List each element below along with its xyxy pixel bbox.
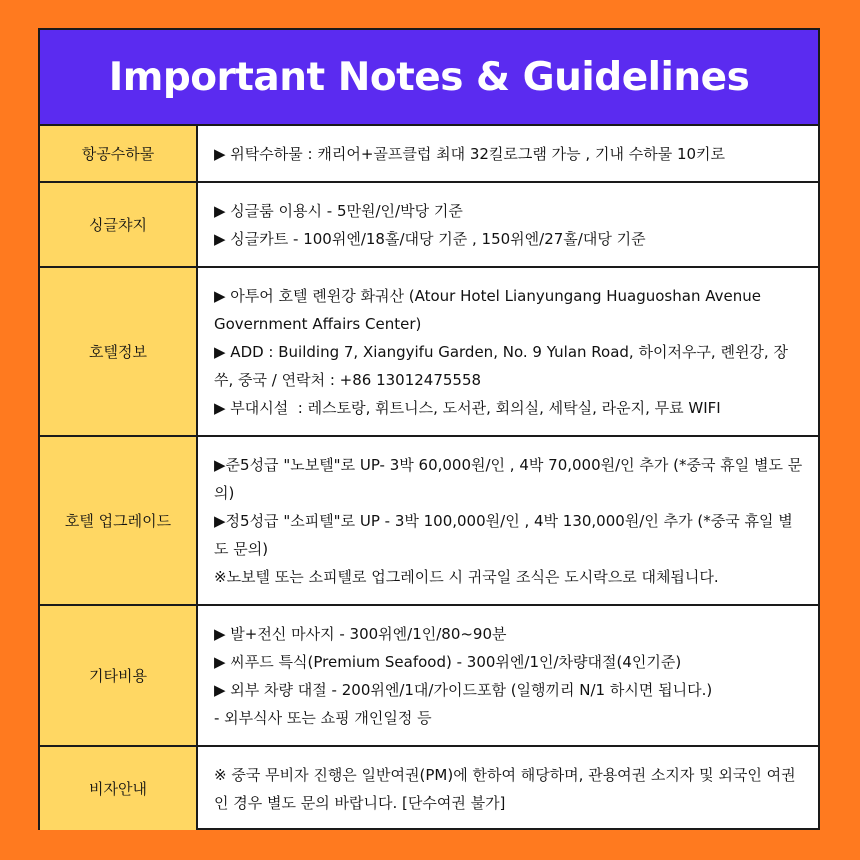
notes-table [40, 126, 818, 830]
row-content [197, 126, 818, 182]
content-line: ▶ 아투어 호텔 롄윈강 화궈산 (Atour Hotel Lianyungang Huaguoshan Avenue Government Affairs Center) [214, 286, 766, 333]
content-line: ※ 중국 무비자 진행은 일반여권(PM)에 한하여 해당하며, 관용여권 소지자 및 외국인 여권인 경우 별도 문의 바랍니다. [단수여권 불가] [214, 765, 796, 812]
content-line: ▶ 위탁수하물 : 캐리어+골프클럽 최대 32킬로그램 가능 , 기내 수하물 10키로 [214, 144, 726, 163]
table-row-baggage [40, 126, 818, 182]
row-content [197, 746, 818, 830]
row-label: 기타비용 [40, 605, 197, 746]
row-label: 싱글챠지 [40, 182, 197, 267]
row-label: 호텔 업그레이드 [40, 436, 197, 605]
content-line: - 외부식사 또는 쇼핑 개인일정 등 [214, 708, 432, 727]
row-label: 호텔정보 [40, 267, 197, 436]
table-row-single-charge [40, 182, 818, 267]
page-title: Important Notes & Guidelines [108, 54, 750, 100]
content-line: ▶ 발+전신 마사지 - 300위엔/1인/80~90분 [214, 624, 507, 643]
table-row-visa [40, 746, 818, 830]
content-line: ▶ 부대시설 : 레스토랑, 휘트니스, 도서관, 회의실, 세탁실, 라운지, 무료 WIFI [214, 398, 721, 417]
row-content [197, 182, 818, 267]
content-line: ▶ 싱글카트 - 100위엔/18홀/대당 기준 , 150위엔/27홀/대당 기준 [214, 229, 646, 248]
content-line: ※노보텔 또는 소피텔로 업그레이드 시 귀국일 조식은 도시락으로 대체됩니다. [214, 567, 719, 586]
content-line: ▶정5성급 "소피텔"로 UP - 3박 100,000원/인 , 4박 130,000원/인 추가 (*중국 휴일 별도 문의) [214, 511, 793, 558]
table-row-hotel-upgrade [40, 436, 818, 605]
content-line: ▶ 싱글룸 이용시 - 5만원/인/박당 기준 [214, 201, 463, 220]
content-line: ▶ 외부 차량 대절 - 200위엔/1대/가이드포함 (일행끼리 N/1 하시면 됩니다.) [214, 680, 713, 699]
table-row-hotel-info [40, 267, 818, 436]
row-label: 항공수하물 [40, 126, 197, 182]
content-line: ▶ 씨푸드 특식(Premium Seafood) - 300위엔/1인/차량대절(4인기준) [214, 652, 682, 671]
header-banner [40, 30, 818, 126]
row-label: 비자안내 [40, 746, 197, 830]
row-content [197, 267, 818, 436]
content-line: ▶ ADD : Building 7, Xiangyifu Garden, No. 9 Yulan Road, 하이저우구, 롄윈강, 장쑤, 중국 / 연락처 : +86 13012475558 [214, 342, 788, 389]
row-content [197, 436, 818, 605]
row-content [197, 605, 818, 746]
notes-card [38, 28, 820, 830]
content-line: ▶준5성급 "노보텔"로 UP- 3박 60,000원/인 , 4박 70,000원/인 추가 (*중국 휴일 별도 문의) [214, 455, 803, 502]
table-row-other-costs [40, 605, 818, 746]
